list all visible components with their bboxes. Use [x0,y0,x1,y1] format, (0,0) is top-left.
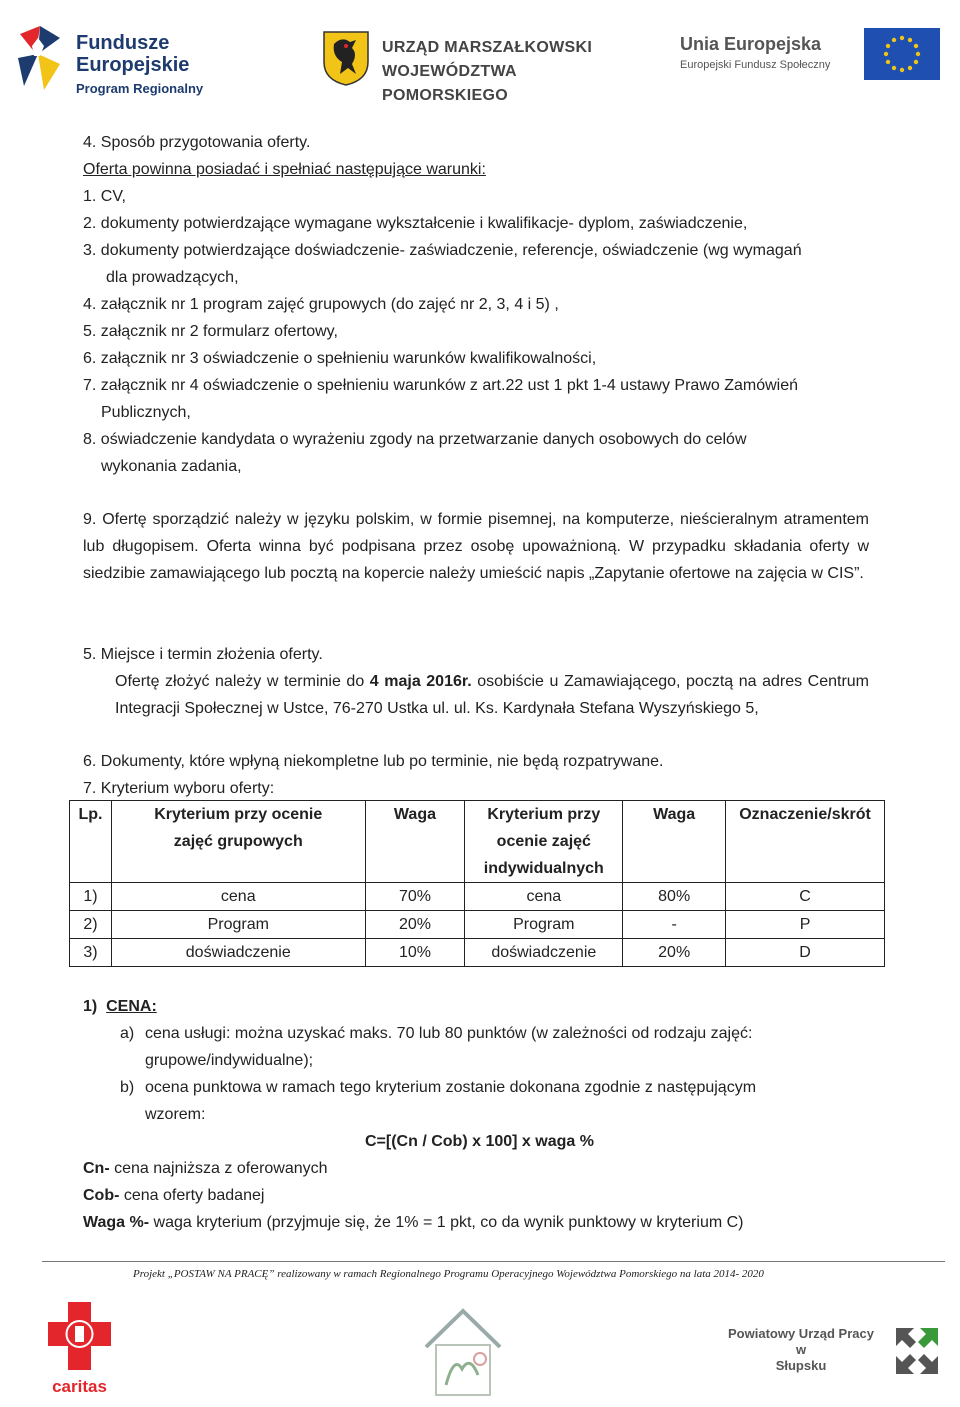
fe-logo-line1: Fundusze [76,32,170,54]
item9-paragraph: 9. Ofertę sporządzić należy w języku polskim, w formie pisemnej, na komputerze, nieścieralnym atramentem lub długopisem. Oferta winna być podpisana przez osobę upoważnioną. W przypadku składania oferty w siedzibie zamawiającego lub pocztą na kopercie należy umieścić napis „Zapytanie ofertowe na zajęcia w CIS”. [83,511,869,582]
footer-divider [42,1261,945,1262]
section4-title: 4. Sposób przygotowania oferty. [83,134,311,151]
table-cell: 70% [365,883,465,911]
table-cell: C [726,883,885,911]
pup-line2: w [795,1342,807,1357]
item6-text: 6. Dokumenty, które wpłyną niekompletne lub po terminie, nie będą rozpatrywane. [83,753,664,770]
table-cell: Program [111,911,365,939]
cena-a-text: cena usługi: można uzyskać maks. 70 lub 80 punktów (w zależności od rodzaju zajęć: [145,1025,753,1042]
table-row [70,911,885,939]
fe-logo-line2: Europejskie [76,54,190,76]
price-formula: C=[(Cn / Cob) x 100] x waga % [365,1133,594,1150]
definition-cn [83,1155,328,1182]
list-item: 1. CV, [83,188,126,205]
cena-a-label: a) [120,1025,135,1042]
list-item: 7. załącznik nr 4 oświadczenie o spełnieniu warunków z art.22 ust 1 pkt 1-4 ustawy Prawo Zamówień [83,377,799,394]
definition-desc: cena oferty badanej [119,1187,265,1204]
cena-b-label: b) [120,1079,135,1096]
arrows-icon [892,1324,942,1378]
definition-desc: waga kryterium (przyjmuje się, że 1% = 1 pkt, co da wynik punktowy w kryterium C) [149,1214,744,1231]
um-logo-line1: URZĄD MARSZAŁKOWSKI [382,39,593,56]
eu-flag-icon [864,28,940,80]
house-icon [418,1305,508,1400]
caritas-logo [42,1300,117,1398]
definition-term: Cob- [83,1187,120,1204]
urzad-marszalkowski-logo [322,30,642,104]
deadline-date: 4 maja 2016r. [369,673,472,690]
cena-title: CENA: [106,998,157,1015]
list-item: 2. dokumenty potwierdzające wymagane wykształcenie i kwalifikacje- dyplom, zaświadczenie, [83,215,748,232]
table-cell: 10% [365,939,465,967]
list-item: 6. załącznik nr 3 oświadczenie o spełnieniu warunków kwalifikowalności, [83,350,597,367]
cena-num: 1) [83,998,98,1015]
definition-term: Waga %- [83,1214,150,1231]
table-cell: 1) [70,883,112,911]
table-cell: cena [111,883,365,911]
table-header-cell: Oznaczenie/skrót [726,801,885,883]
pup-line3: Słupsku [775,1358,827,1373]
cena-heading [83,993,157,1020]
griffin-crest-icon [322,30,370,86]
table-header-row [70,801,885,883]
um-logo-line2: WOJEWÓDZTWA POMORSKIEGO [382,63,517,104]
fundusze-europejskie-logo [14,20,214,100]
table-cell: 20% [365,911,465,939]
fe-logo-line3: Program Regionalny [76,81,204,96]
table-header-cell: Kryterium przy ocenie zajęć grupowych [111,801,365,883]
table-header-cell: Waga [365,801,465,883]
list-item-continuation: wykonania zadania, [101,458,242,475]
mops-logo [418,1305,508,1400]
caritas-cross-icon [42,1300,117,1398]
table-row [70,883,885,911]
list-item-continuation: Publicznych, [101,404,191,421]
table-cell: doświadczenie [111,939,365,967]
pup-line1: Powiatowy Urząd Pracy [728,1326,874,1341]
definition-desc: cena najniższa z oferowanych [109,1160,328,1177]
list-item-continuation: dla prowadzących, [106,269,239,286]
table-cell: cena [465,883,623,911]
table-cell: Program [465,911,623,939]
ue-logo-line2: Europejski Fundusz Społeczny [680,59,831,71]
definition-waga [83,1209,744,1236]
deadline-pre: Ofertę złożyć należy w terminie do [115,673,370,690]
cena-a-text-cont: grupowe/indywidualne); [145,1052,314,1069]
deadline-paragraph [115,668,869,722]
table-header-cell: Kryterium przy ocenie zajęć indywidualnych [465,801,623,883]
fe-star-icon [14,24,66,94]
list-item: 8. oświadczenie kandydata o wyrażeniu zgody na przetwarzanie danych osobowych do celów [83,431,747,448]
caritas-wordmark: caritas [52,1377,107,1396]
table-cell: 20% [623,939,726,967]
table-row [70,939,885,967]
definition-term: Cn- [83,1160,110,1177]
table-header-cell: Waga [623,801,726,883]
table-cell: 3) [70,939,112,967]
section4-intro: Oferta powinna posiadać i spełniać następujące warunki: [83,161,486,178]
table-header-cell: Lp. [70,801,112,883]
logo-header [0,0,960,120]
table-cell: P [726,911,885,939]
cena-b-text-cont: wzorem: [145,1106,206,1123]
section5-title: 5. Miejsce i termin złożenia oferty. [83,646,323,663]
table-cell: 80% [623,883,726,911]
definition-cob [83,1182,264,1209]
list-item: 5. załącznik nr 2 formularz ofertowy, [83,323,338,340]
criteria-table [69,800,885,967]
pup-slupsk-logo [716,1322,946,1382]
table-cell: - [623,911,726,939]
project-footer-text: Projekt „POSTAW NA PRACĘ” realizowany w ramach Regionalnego Programu Operacyjnego Województwa Pomorskiego na lata 2014- 2020 [133,1268,764,1280]
table-cell: D [726,939,885,967]
list-item: 4. załącznik nr 1 program zajęć grupowych (do zajęć nr 2, 3, 4 i 5) , [83,296,559,313]
list-item: 3. dokumenty potwierdzające doświadczenie- zaświadczenie, referencje, oświadczenie (wg wymagań [83,242,802,259]
unia-europejska-logo [680,28,945,88]
ue-logo-line1: Unia Europejska [680,34,822,54]
item7-text: 7. Kryterium wyboru oferty: [83,780,275,797]
cena-b-text: ocena punktowa w ramach tego kryterium zostanie dokonana zgodnie z następującym [145,1079,757,1096]
table-cell: doświadczenie [465,939,623,967]
table-cell: 2) [70,911,112,939]
deadline-post: osobiście u Zamawiającego, pocztą na adres Centrum Integracji Społecznej w Ustce, 76-270 Ustka ul. ul. Ks. Kardynała Stefana Wyszyńskiego 5, [115,673,870,717]
